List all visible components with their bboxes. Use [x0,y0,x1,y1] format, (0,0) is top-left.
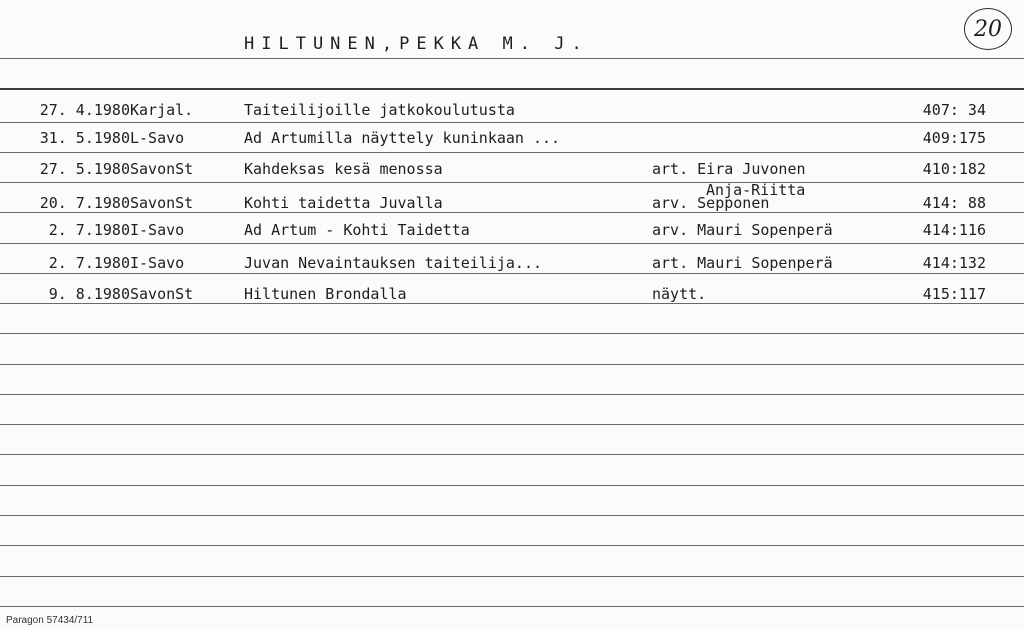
entry-paper: SavonSt [130,194,194,212]
ruled-line [0,485,1024,486]
entry-ref: 414: 88 [922,194,986,212]
entry-title: Juvan Nevaintauksen taiteilija... [244,254,543,272]
card-entry [0,194,1024,218]
ruled-line [0,333,1024,334]
entry-title: Ad Artumilla näyttely kuninkaan ... [244,129,561,147]
entry-paper: SavonSt [130,160,194,178]
entry-ref: 410:182 [922,160,986,178]
card-number: 20 [974,16,1002,42]
ruled-line [0,364,1024,365]
entry-paper: L-Savo [130,129,185,147]
entry-date: 2. 7.1980 [48,221,130,239]
entry-author: näytt. [652,285,707,303]
ruled-line [0,545,1024,546]
ruled-line [0,394,1024,395]
ruled-line [0,424,1024,425]
card-entry [0,129,1024,153]
ruled-line [0,454,1024,455]
card-entry [0,254,1024,278]
ruled-line [0,58,1024,59]
entry-title: Ad Artum - Kohti Taidetta [244,221,470,239]
ruled-line [0,576,1024,577]
entry-date: 31. 5.1980 [39,129,130,147]
entry-paper: SavonSt [130,285,194,303]
entry-date: 20. 7.1980 [39,194,130,212]
card-number-stamp [964,8,1012,50]
printer-imprint: Paragon 57434/711 [6,615,94,626]
header-rule [0,88,1024,90]
entry-title: Taiteilijoille jatkokoulutusta [244,101,515,119]
entry-ref: 407: 34 [922,101,986,119]
card-entry [0,221,1024,245]
entry-author-first-name: Anja-Riitta [706,181,806,199]
entry-date: 2. 7.1980 [48,254,130,272]
entry-paper: Karjal. [130,101,194,119]
entry-ref: 414:132 [922,254,986,272]
entry-paper: I-Savo [130,254,185,272]
card-entry [0,285,1024,309]
entry-author: art. Eira Juvonen [652,160,806,178]
entry-date: 27. 4.1980 [39,101,130,119]
entry-author: arv. Sepponen [652,194,770,212]
card-entry [0,160,1024,184]
entry-ref: 414:116 [922,221,986,239]
entry-ref: 415:117 [922,285,986,303]
entry-title: Hiltunen Brondalla [244,285,407,303]
entry-author: arv. Mauri Sopenperä [652,221,833,239]
ruled-line [0,606,1024,607]
ruled-line [0,515,1024,516]
card-heading: HILTUNEN,PEKKA M. J. [244,34,589,54]
entry-date: 9. 8.1980 [48,285,130,303]
entry-ref: 409:175 [922,129,986,147]
entry-date: 27. 5.1980 [39,160,130,178]
entry-title: Kohti taidetta Juvalla [244,194,443,212]
entry-author: art. Mauri Sopenperä [652,254,833,272]
entry-title: Kahdeksas kesä menossa [244,160,443,178]
entry-paper: I-Savo [130,221,185,239]
card-entry [0,101,1024,125]
